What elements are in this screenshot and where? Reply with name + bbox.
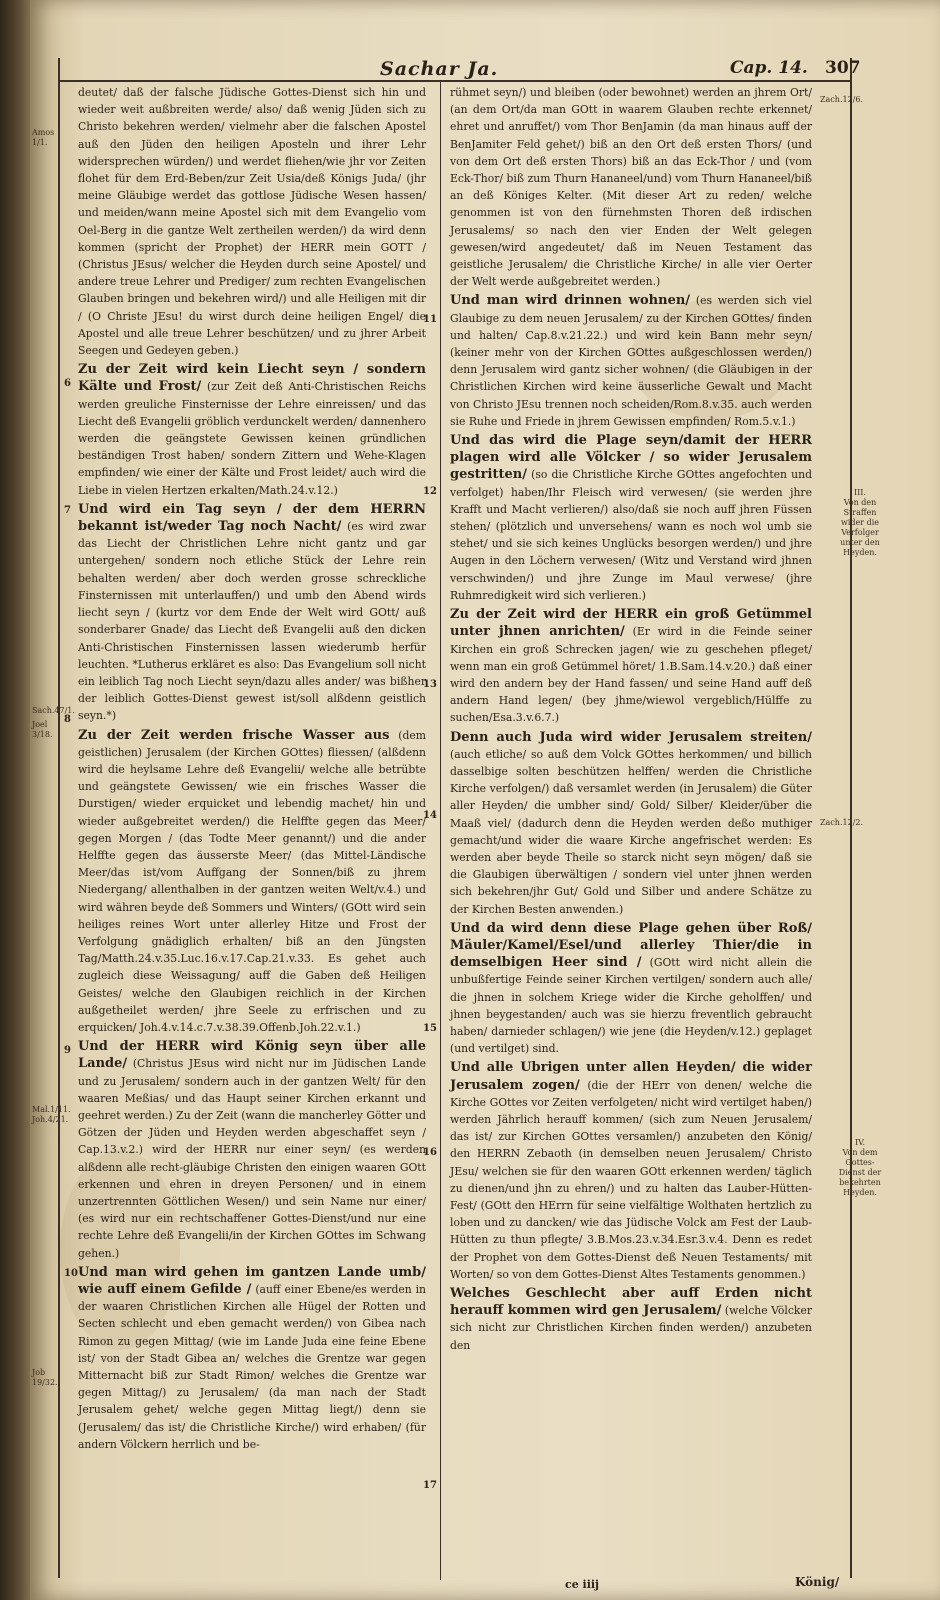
page-number: 307	[825, 58, 861, 78]
verse-number: 15	[423, 1023, 437, 1034]
verse-paragraph: Und da wird denn diese Plage gehen über Roß/ Mäuler/Kamel/Esel/und allerley Thier/die in demselbigen Heer sind / (GOtt wird nicht allein die unbußfertige Feinde seiner Kirchen vertilgen/ sondern auch alle/ die jhnen in solchem Kriege wider die Kirche geholffen/ und jhnen beygestanden/ auch was sie hierzu freventlich gebraucht haben/ darnieder schlagen/) wie jene (die Heyden/v.12.) geplaget (und vertilget) sind.	[450, 920, 812, 1056]
side-note: III. Von den Straffen wider die Verfolger unter den Heyden.	[840, 488, 880, 557]
verse-paragraph: Und der HERR wird König seyn über alle Lande/ (Christus JEsus wird nicht nur im Jüdischen Lande und zu Jerusalem/ sondern auch in der gantzen Welt/ für den waaren Meßias/ und das Haupt seiner Kirchen erkannt und geehret werden.) Zu der Zeit (wann die mancherley Götter und Götzen der Jüden und Heyden werden abgeschaffet seyn / Cap.13.v.2.) wird der HERR nur einer seyn/ (es werden alßdenn alle recht-gläubige Christen den einigen waaren GOtt erkennen und ehren in dreyen Personen/ und in einem unzertrennten Göttlichen Wesen/) und sein Name nur einer/ (es wird nur ein rechtschaffener Gottes-Dienst/und nur eine rechte Lehre deß Evangelii/in der Kirchen GOttes im Schwang gehen.)	[78, 1039, 426, 1260]
verse-number: 6	[64, 378, 71, 389]
verse-paragraph: Welches Geschlecht aber auff Erden nicht herauff kommen wird gen Jerusalem/ (welche Völcker sich nicht zur Christlichen Kirchen finden werden/) anzubeten den	[450, 1286, 812, 1352]
running-title: Sachar Ja.	[380, 58, 499, 80]
signature-mark: ce iiij	[565, 1578, 600, 1591]
margin-ref: Joh.4/21.	[32, 1115, 69, 1124]
margin-ref: Zach.12/2.	[820, 818, 864, 827]
verse-paragraph: Denn auch Juda wird wider Jerusalem streiten/ (auch etliche/ so auß dem Volck GOttes herkommen/ und billich dasselbige solten beschützen helffen/ werden die Christliche Kirche verfolgen/) daß versamlet werden (in Jerusalem) die Güter aller Heyden/ die umbher sind/ Gold/ Silber/ Kleider/über die Maaß viel/ (dadurch denn die Heyden werden deßo muthiger gemacht/und wider die waare Kirche angefrischet werden: Es werden aber beyde Theile so starck nicht seyn mögen/ daß sie die Glaubigen überwältigen / sondern viel unter jhnen werden sich bekehren/jhr Gut/ Gold und Silber und andere Schätze zu der Kirchen Besten anwenden.)	[450, 729, 812, 916]
margin-ref: Mal.1/11.	[32, 1105, 71, 1114]
verse-number: 9	[64, 1045, 71, 1056]
verse-number: 16	[423, 1147, 437, 1158]
verse-paragraph: Und man wird drinnen wohnen/ (es werden sich viel Glaubige zu dem neuen Jerusalem/ zu der Kirchen GOttes/ finden und halten/ Cap.8.v.21.22.) und wird kein Bann mehr seyn/ (keiner mehr von der Kirchen GOttes außgeschlossen werden/) denn Jerusalem wird gantz sicher wohnen/ (die Gläubigen in der Christlichen Kirchen wird keine äusserliche Gewalt und Macht von Christo JEsu trennen noch scheiden/Rom.8.v.35. auch werden sie Ruhe und Friede in jhrem Gewissen empfinden/ Rom.5.v.1.)	[450, 293, 812, 428]
verse-paragraph: Und man wird gehen im gantzen Lande umb/ wie auff einem Gefilde / (auff einer Ebene/es werden in der waaren Christlichen Kirchen alle Hügel der Rotten und Secten schlecht und eben gemacht werden/) von Gibea nach Rimon zu gegen Mittag/ (wie im Lande Juda eine feine Ebene ist/ von der Stadt Gibea an/ welches die Grentze war gegen Mitternacht biß zur Stadt Rimon/ welches die Grentze war gegen Mittag/) zu Jerusalem/ (da man nach der Stadt Jerusalem gehet/ welche gegen Mittag liegt/) denn sie (Jerusalem/ das ist/ die Christliche Kirche/) wird erhaben/ (für andern Völckern herrlich und be-	[78, 1264, 427, 1451]
header-rule	[58, 80, 850, 82]
side-note: IV. Von dem Gottes-Dienst der bekehrten Heyden.	[838, 1138, 882, 1197]
verse-paragraph: Und wird ein Tag seyn / der dem HERRN bekannt ist/weder Tag noch Nacht/ (es wird zwar das Liecht der Christlichen Lehre nicht gantz und gar untergehen/ sondern noch etliche Stück der Lehre rein behalten werden/ aber doch werden grosse schreckliche Finsternissen mit unterlauffen/) und umb den Abend wirds liecht seyn / (kurtz vor dem Ende der Welt wird GOtt/ auß sonderbarer Gnade/ das Liecht deß Evangelii auß den dicken Anti-Christischen Finsternissen lassen wiederumb herfür leuchten. *Lutherus erkläret es also: Das Evangelium soll nicht ein leiblich Tag noch Liecht seyn/dazu alles ander/ was bißher der leiblich Gottes-Dienst gewest ist/soll alßdenn geistlich seyn.*)	[78, 501, 426, 723]
verse-number: 11	[423, 314, 437, 325]
book-page	[30, 0, 940, 1600]
verse-number: 10	[64, 1268, 78, 1279]
chapter-label: Cap. 14.	[730, 58, 808, 78]
verse-number: 7	[64, 505, 71, 516]
verse-number: 13	[423, 679, 437, 690]
verse-paragraph: Zu der Zeit wird kein Liecht seyn / sondern Kälte und Frost/ (zur Zeit deß Anti-Christischen Reichs werden greuliche Finsternisse der Lehre einreissen/ und das Liecht deß Evangelii gröblich verdunckelt werden/ dannenhero werden die geängstete Gewissen keinen gründlichen beständigen Trost haben/ sondern Zittern und Wehe-Klagen empfinden/ wie einer der Kälte und Frost leidet/ auch wird die Liebe in vielen Hertzen erkalten/Math.24.v.12.)	[78, 362, 426, 497]
verse-paragraph: Zu der Zeit werden frische Wasser aus (dem geistlichen) Jerusalem (der Kirchen GOttes) fliessen/ (alßdenn wird die heylsame Lehre deß Evangelii/ welche alle betrübte und geängstete Gewissen/ wie ein frisches Wasser die Durstigen/ wieder erquicket und lebendig machet/ hin und wieder außgebreitet werden/) die Helffte gegen das Meer/ gegen Morgen / (das Todte Meer genannt/) und die ander Helffte gegen das äusserste Meer/ (das Mittel-Ländische Meer/das ist/vom Auffgang der Sonnen/biß zu jhrem Niedergang/ allenthalben in der gantzen weiten Welt/v.4.) und wird währen beyde deß Sommers und Winters/ (GOtt wird sein heiliges reines Wort unter allerley Hitze und Frost der Verfolgung gnädiglich erhalten/ biß an den Jüngsten Tag/Matth.24.v.35.Luc.16.v.17.Cap.21.v.33. Es gehet auch zugleich diese Weissagung/ auff die Gaben deß Heiligen Geistes/ welche den Glaubigen reichlich in der Kirchen außgetheilet werden/ jhre Seele zu erfrischen und zu erquicken/ Joh.4.v.14.c.7.v.38.39.Offenb.Joh.22.v.1.)	[78, 727, 426, 1034]
verse-number: 14	[423, 810, 437, 821]
catchword: König/	[795, 1575, 840, 1589]
margin-ref: Joel 3/18.	[32, 720, 53, 739]
verse-paragraph: Und das wird die Plage seyn/damit der HERR plagen wird alle Völcker / so wider Jerusalem gestritten/ (so die Christliche Kirche GOttes angefochten und verfolget) haben/Ihr Fleisch wird verwesen/ (sie werden jhre Krafft und Macht verlieren/) also/daß sie noch auff jhren Füssen stehen/ (plötzlich und unversehens/ wann es noch wol umb sie stehet/ und sie sich keines Unglücks besorgen werden/) und jhre Augen in den Löchern verwesen/ (Witz und Verstand wird jhnen verschwinden/) und jhre Zunge im Maul verwese/ (jhre Ruhmredigkeit wird sich verlieren.)	[450, 433, 812, 602]
margin-ref: Amos 1/1.	[32, 128, 55, 147]
column-divider	[440, 80, 441, 1580]
verse-paragraph: rühmet seyn/) und bleiben (oder bewohnet) werden an jhrem Ort/ (an dem Ort/da man GOtt in waarem Glauben rechte erkennet/ ehret und anruffet/) vom Thor BenJamin (da man hinaus auff der BenJamiter Feld gehet/) biß an den Ort deß ersten Thors/ (und von dem Ort deß ersten Thors) biß an das Eck-Thor / und (vom Eck-Thor/ biß zum Thurn Hananeel/und) vom Thurn Hananeel/biß an deß Königes Kelter. (Mit dieser Art zu reden/ welche genommen ist von den fürnehmsten Thoren deß irdischen Jerusalems/ so nach den vier Enden der Welt gelegen gewesen/wird angedeutet/ daß im Neuen Testament das geistliche Jerusalem/ die Christliche Kirche/ in alle vier Oerter der Welt werde außgebreitet werden.)	[450, 86, 812, 289]
margin-ref: Sach.47/1.	[32, 706, 75, 715]
left-text-column	[78, 84, 426, 1455]
right-text-column	[450, 84, 812, 1356]
margin-ref: Job 19/32.	[32, 1368, 58, 1387]
verse-paragraph: deutet/ daß der falsche Jüdische Gottes-Dienst sich hin und wieder weit außbreiten werde/ also/ daß wenig Jüden sich zu Christo bekehren werden/ vielmehr aber die falschen Apostel auß den Jüden den heiligen Aposteln und ihrer Lehr widersprechen würden/) und werdet fliehen/wie jhr vor Zeiten flohet für dem Erd-Beben/zur Zeit Usia/deß Königs Juda/ (jhr meine Gläubige werdet das gottlose Jüdische Wesen hassen/ und meiden/wann meine Apostel sich mit dem Evangelio vom Oel-Berg in die gantze Welt zertheilen werden/) da wird denn kommen (spricht der Prophet) der HERR mein GOTT / (Christus JEsus/ welcher die Heyden durch seine Apostel/ und andere treue Lehrer und Prediger/ zum rechten Evangelischen Glauben bringen und bekehren wird/) und alle Heiligen mit dir / (O Christe JEsu! du wirst durch deine heiligen Engel/ die Apostel und alle treue Lehrer beschützen/ und zu jhrer Arbeit Seegen und Gedeyen geben.)	[78, 86, 426, 358]
verse-number: 17	[423, 1480, 437, 1491]
verse-number: 12	[423, 486, 437, 497]
verse-number: 8	[64, 714, 71, 725]
verse-paragraph: Zu der Zeit wird der HERR ein groß Getümmel unter jhnen anrichten/ (Er wird in die Feinde seiner Kirchen ein groß Schrecken jagen/ wie zu geschehen pfleget/ wenn man ein groß Getümmel höret/ 1.B.Sam.14.v.20.) daß einer wird den andern bey der Hand fassen/ und seine Hand auff deß andern Hand legen/ (bey jhme/wiewol vergeblich/Hülffe zu suchen/Esa.3.v.6.7.)	[450, 607, 812, 725]
margin-ref: Zach.12/6.	[820, 95, 864, 104]
verse-paragraph: Und alle Ubrigen unter allen Heyden/ die wider Jerusalem zogen/ (die der HErr von denen/ welche die Kirche GOttes vor Zeiten verfolgeten/ nicht wird vertilget haben/) werden Jährlich herauff kommen/ (sich zum Neuen Jerusalem/ das ist/ zur Kirchen GOttes versamlen/) anzubeten den König/ den HERRN Zebaoth (in demselben neuen Jerusalem/ Christo JEsu/ welchen sie für den waaren GOtt erkennen werden/ täglich zu dienen/und jhn zu ehren/) und zu halten das Lauber-Hütten-Fest/ (GOtt den HErrn für seine vielfältige Wolthaten hertzlich zu loben und zu dancken/ wie das Jüdische Volck am Fest der Laub-Hütten zu thun pflegte/ 3.B.Mos.23.v.34.Esr.3.v.4. Denn es redet der Prophet von dem Gottes-Dienst deß Neuen Testaments/ mit Worten/ so von dem Gottes-Dienst Altes Testaments genommen.)	[450, 1060, 812, 1281]
